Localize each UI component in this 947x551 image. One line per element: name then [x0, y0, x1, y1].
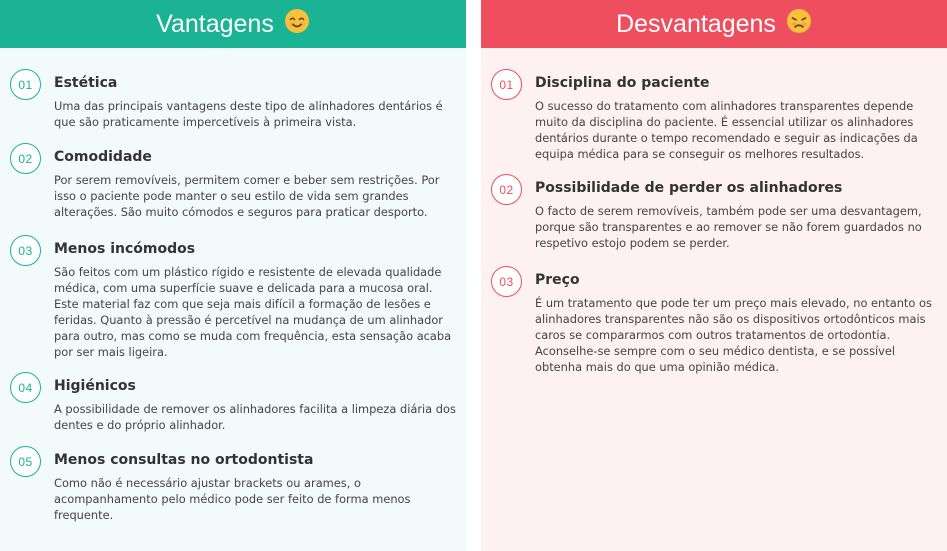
smiling-face-icon — [284, 8, 310, 41]
number-badge: 03 — [491, 266, 522, 297]
number-badge: 05 — [10, 446, 41, 477]
item-title: Higiénicos — [54, 378, 136, 394]
disadvantages-panel — [481, 0, 947, 551]
item-title: Menos incómodos — [54, 241, 196, 257]
item-title: Possibilidade de perder os alinhadores — [535, 180, 843, 196]
number-badge: 01 — [10, 69, 41, 100]
disadvantages-header — [481, 0, 947, 48]
item-text: Por serem removíveis, permitem comer e beber sem restrições. Por isso o paciente pode manter o seu estilo de vida sem grandes alterações. São muito cómodos e seguros para praticar desporto. — [54, 173, 440, 219]
item-text: A possibilidade de remover os alinhadores facilita a limpeza diária dos dentes e do próprio alinhador. — [54, 402, 456, 432]
item-text: O facto de serem removíveis, também pode ser uma desvantagem, porque são transparentes e ao remover se não forem guardados no respetivo estojo podem se perder. — [535, 204, 922, 250]
item-title: Disciplina do paciente — [535, 75, 710, 91]
item-text: Como não é necessário ajustar brackets ou arames, o acompanhamento pelo médico pode ser feito de forma menos frequente. — [54, 476, 411, 522]
advantages-title: Vantagens — [156, 9, 274, 38]
number-badge: 01 — [491, 69, 522, 100]
frowning-face-icon — [786, 8, 812, 41]
item-title: Comodidade — [54, 149, 152, 165]
advantages-panel — [0, 0, 466, 551]
item-text: Uma das principais vantagens deste tipo de alinhadores dentários é que são praticamente impercetíveis à primeira vista. — [54, 99, 443, 129]
number-badge: 04 — [10, 372, 41, 403]
number-badge: 02 — [491, 174, 522, 205]
item-text: É um tratamento que pode ter um preço mais elevado, no entanto os alinhadores transparentes não são os dispositivos ortodônticos mais caros se compararmos com outros tratamentos de ortodontia. Aconselhe-se sempre com o seu médico dentista, e se possível obtenha mais do que uma opinião médica. — [535, 296, 932, 374]
item-title: Estética — [54, 75, 118, 91]
item-title: Preço — [535, 272, 580, 288]
item-text: O sucesso do tratamento com alinhadores transparentes depende muito da disciplina do paciente. É essencial utilizar os alinhadores dentários durante o tempo recomendado e seguir as indicações da equipa médica para se conseguir os melhores resultados. — [535, 99, 918, 161]
item-title: Menos consultas no ortodontista — [54, 452, 314, 468]
advantages-header — [0, 0, 466, 48]
item-text: São feitos com um plástico rígido e resistente de elevada qualidade médica, com uma superfície suave e delicada para a mucosa oral. Este material faz com que seja mais difícil a formação de lesões e feridas. Quanto à pressão é percetível na mudança de um alinhador para outro, mas como se muda com frequência, esta sensação acaba por ser mais ligeira. — [54, 265, 452, 359]
number-badge: 03 — [10, 235, 41, 266]
disadvantages-title: Desvantagens — [616, 9, 776, 38]
number-badge: 02 — [10, 143, 41, 174]
